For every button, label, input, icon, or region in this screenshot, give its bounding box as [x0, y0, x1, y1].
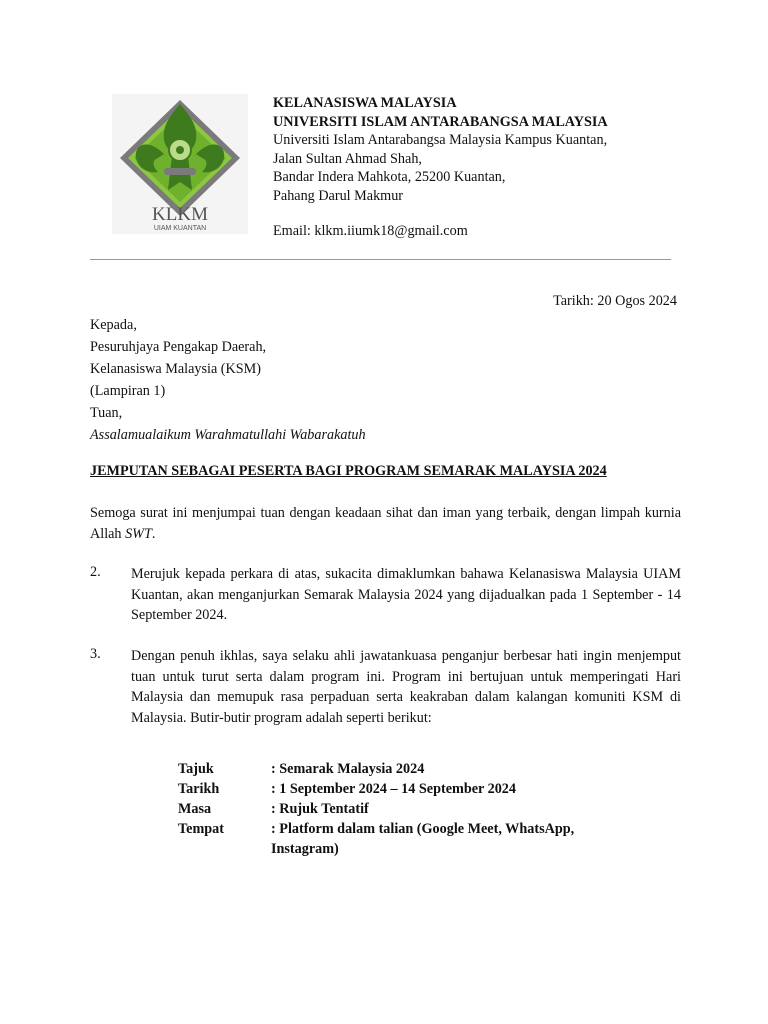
recipient-block [90, 314, 366, 446]
recipient-line: Kepada, [90, 317, 137, 333]
logo-text: KLKM [152, 204, 208, 225]
paragraph-text: Dengan penuh ikhlas, saya selaku ahli jawatankuasa penganjur berbesar hati ingin menjemput tuan untuk turut serta dalam program ini. Program ini bertujuan untuk memperingati Hari Malaysia dan memupuk rasa perpaduan serta keakraban dalam kalangan komuniti KSM di Malaysia. Butir-butir program adalah seperti berikut: [131, 648, 681, 726]
detail-row [178, 799, 611, 819]
paragraph-number: 2. [90, 564, 101, 580]
opening-paragraph [90, 503, 681, 544]
program-details [178, 759, 611, 859]
detail-value: : 1 September 2024 – 14 September 2024 [271, 781, 516, 797]
email-line: Email: klkm.iiumk18@gmail.com [273, 223, 468, 239]
detail-value: : Semarak Malaysia 2024 [271, 761, 425, 777]
detail-label: Tajuk [178, 761, 214, 777]
opening-italic: SWT [125, 525, 152, 542]
detail-label: Tempat [178, 821, 224, 837]
detail-label: Masa [178, 801, 212, 817]
klkm-emblem-icon [112, 94, 248, 234]
address-line: Jalan Sultan Ahmad Shah, [273, 150, 422, 167]
recipient-line: Tuan, [90, 405, 123, 421]
address-line: Bandar Indera Mahkota, 25200 Kuantan, [273, 169, 506, 185]
org-name: KELANASISWA MALAYSIA [273, 95, 457, 111]
detail-value: : Rujuk Tentatif [271, 801, 369, 817]
recipient-line: Pesuruhjaya Pengakap Daerah, [90, 339, 267, 355]
detail-row [178, 819, 611, 859]
letterhead [273, 94, 608, 241]
letter-subject: JEMPUTAN SEBAGAI PESERTA BAGI PROGRAM SEMARAK MALAYSIA 2024 [90, 463, 607, 479]
detail-row [178, 759, 611, 779]
address-line: Pahang Darul Makmur [273, 187, 404, 204]
opening-end: . [151, 525, 156, 542]
klkm-logo [112, 94, 248, 234]
university-name: UNIVERSITI ISLAM ANTARABANGSA MALAYSIA [273, 113, 608, 130]
opening-text: Semoga surat ini menjumpai tuan dengan keadaan sihat dan iman yang terbaik, dengan limpah kurnia Allah [90, 505, 681, 542]
logo-subtext: UIAM KUANTAN [153, 225, 207, 232]
paragraph-number: 3. [90, 646, 101, 662]
greeting: Assalamualaikum Warahmatullahi Wabarakatuh [90, 427, 366, 443]
letter-date: Tarikh: 20 Ogos 2024 [553, 293, 677, 309]
recipient-line: (Lampiran 1) [90, 383, 166, 399]
detail-value: : Platform dalam talian (Google Meet, WhatsApp, Instagram) [271, 821, 575, 857]
header-divider [90, 259, 671, 260]
address-line: Universiti Islam Antarabangsa Malaysia Kampus Kuantan, [273, 132, 608, 148]
detail-row [178, 779, 611, 799]
paragraph-text: Merujuk kepada perkara di atas, sukacita dimaklumkan bahawa Kelanasiswa Malaysia UIAM Kuantan, akan menganjurkan Semarak Malaysia 2024 yang dijadualkan pada 1 September - 14 September 2024. [131, 566, 681, 623]
recipient-line: Kelanasiswa Malaysia (KSM) [90, 361, 261, 377]
detail-label: Tarikh [178, 781, 220, 797]
